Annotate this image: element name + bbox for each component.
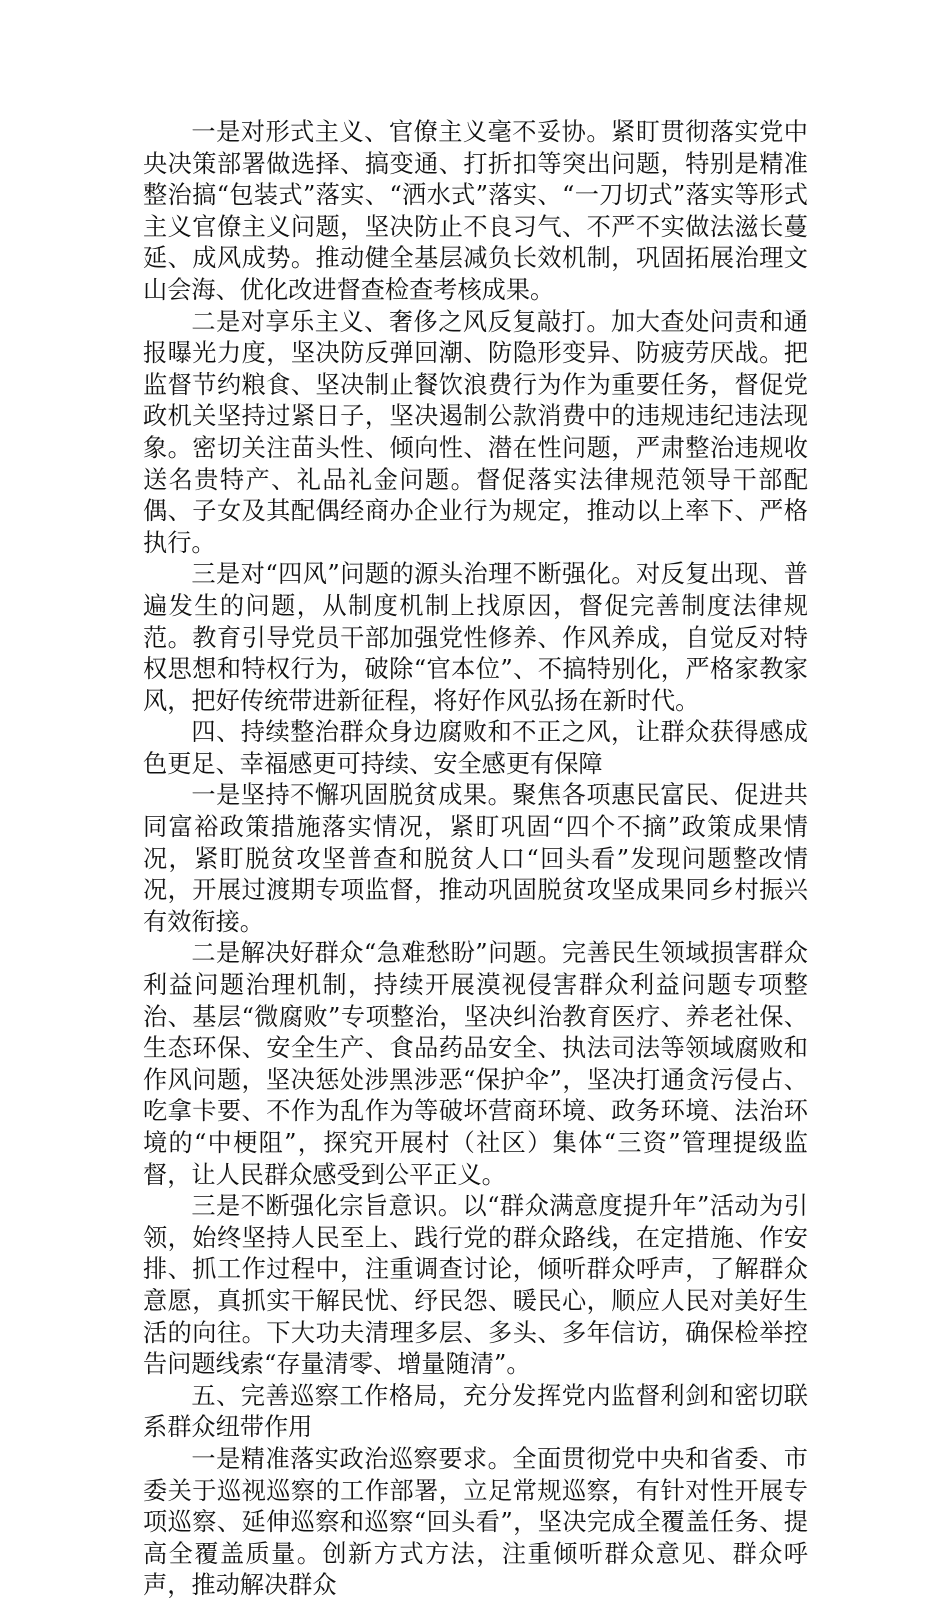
- paragraph-purpose: 三是不断强化宗旨意识。以“群众满意度提升年”活动为引领，始终坚持人民至上、践行党的群众路线，在定措施、作安排、抓工作过程中，注重调查讨论，倾听群众呼声，了解群众意愿，真抓实干解民忧、纾民怨、暖民心，顺应人民对美好生活的向往。下大功夫清理多层、多头、多年信访，确保检举控告问题线索“存量清零、增量随清”。: [143, 1192, 808, 1379]
- paragraph-four-winds: 三是对“四风”问题的源头治理不断强化。对反复出现、普遍发生的问题，从制度机制上找原因，督促完善制度法律规范。教育引导党员干部加强党性修养、作风养成，自觉反对特权思想和特权行为，破除“官本位”、不搞特别化，严格家教家风，把好传统带进新征程，将好作风弘扬在新时代。: [143, 560, 808, 715]
- paragraph-formalism: 一是对形式主义、官僚主义毫不妥协。紧盯贯彻落实党中央决策部署做选择、搞变通、打折扣等突出问题，特别是精准整治搞“包装式”落实、“洒水式”落实、“一刀切式”落实等形式主义官僚主义问题，坚决防止不良习气、不严不实做法滋长蔓延、成风成势。推动健全基层减负长效机制，巩固拓展治理文山会海、优化改进督查检查考核成果。: [143, 118, 808, 304]
- section-heading-four: 四、持续整治群众身边腐败和不正之风，让群众获得感成色更足、幸福感更可持续、安全感更有保障: [143, 718, 808, 778]
- document-body: [143, 117, 808, 1602]
- paragraph-urgent-needs: 二是解决好群众“急难愁盼”问题。完善民生领域损害群众利益问题治理机制，持续开展漠视侵害群众利益问题专项整治、基层“微腐败”专项整治，坚决纠治教育医疗、养老社保、生态环保、安全生产、食品药品安全、执法司法等领域腐败和作风问题，坚决惩处涉黑涉恶“保护伞”，坚决打通贪污侵占、吃拿卡要、不作为乱作为等破坏营商环境、政务环境、法治环境的“中梗阻”，探究开展村（社区）集体“三资”管理提级监督，让人民群众感受到公平正义。: [143, 939, 808, 1189]
- paragraph-hedonism: 二是对享乐主义、奢侈之风反复敲打。加大查处问责和通报曝光力度，坚决防反弹回潮、防隐形变异、防疲劳厌战。把监督节约粮食、坚决制止餐饮浪费行为作为重要任务，督促党政机关坚持过紧日子，坚决遏制公款消费中的违规违纪违法现象。密切关注苗头性、倾向性、潜在性问题，严肃整治违规收送名贵特产、礼品礼金问题。督促落实法律规范领导干部配偶、子女及其配偶经商办企业行为规定，推动以上率下、严格执行。: [143, 307, 808, 557]
- section-heading-five: 五、完善巡察工作格局，充分发挥党内监督利剑和密切联系群众纽带作用: [143, 1381, 808, 1442]
- paragraph-inspection: 一是精准落实政治巡察要求。全面贯彻党中央和省委、市委关于巡视巡察的工作部署，立足常规巡察，有针对性开展专项巡察、延伸巡察和巡察“回头看”，坚决完成全覆盖任务、提高全覆盖质量。创新方式方法，注重倾听群众意见、群众呼声，推动解决群众: [143, 1444, 808, 1600]
- paragraph-poverty: 一是坚持不懈巩固脱贫成果。聚焦各项惠民富民、促进共同富裕政策措施落实情况，紧盯巩固“四个不摘”政策成果情况，紧盯脱贫攻坚普查和脱贫人口“回头看”发现问题整改情况，开展过渡期专项监督，推动巩固脱贫攻坚成果同乡村振兴有效衔接。: [143, 781, 808, 936]
